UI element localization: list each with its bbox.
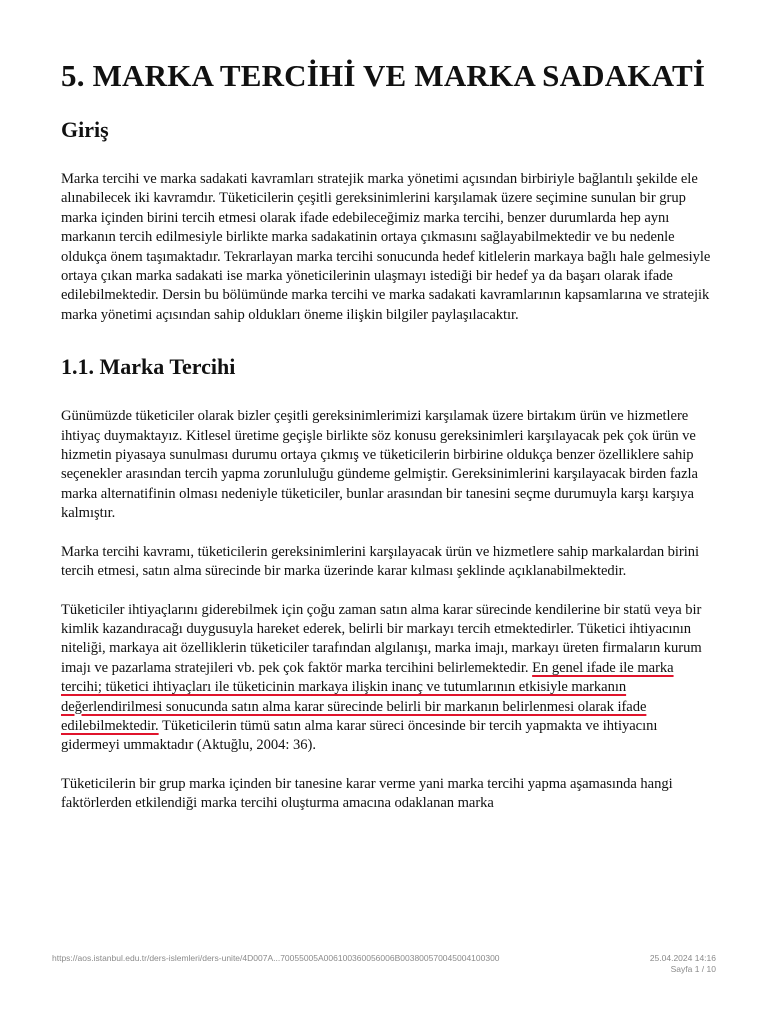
footer-meta bbox=[650, 953, 716, 975]
document-page bbox=[61, 58, 713, 814]
footer-datetime: 25.04.2024 14:16 bbox=[649, 953, 716, 963]
footer-url: https://aos.istanbul.edu.tr/ders-islemleri/ders-unite/4D007A...70055005A006100360056006B003800570045004100300 bbox=[52, 953, 500, 963]
paragraph-2: Marka tercihi kavramı, tüketicilerin gereksinimlerini karşılayacak ürün ve hizmetlere sahip markalardan birini tercih etmesi, satın alma sürecinde bir marka üzerinde karar kılması şeklinde açıklanabilmektedir. bbox=[61, 543, 699, 580]
paragraph-1: Günümüzde tüketiciler olarak bizler çeşitli gereksinimlerimizi karşılamak üzere birtakım ürün ve hizmetlere ihtiyaç duymaktayız. Kitlesel üretime geçişle birlikte söz konusu gereksinimleri karşılayacak pek çok ürün ve hizmetin piyasaya sunulması durumu ortaya çıkmış ve tüketicilerin birbirine oldukça benzer özelliklere sahip seçenekler arasından tercih yapma zorunluluğu gündeme gelmiştir. Gereksinimlerini karşılayacak birden fazla marka alternatifinin olması nedeniyle tüketiciler, bunlar arasından bir tanesini seçme durumuyla karşı karşıya kalmıştır. bbox=[61, 408, 698, 522]
intro-heading: Giriş bbox=[61, 117, 109, 142]
highlighted-definition: En genel ifade ile marka tercihi; tüketici ihtiyaçları ile tüketicinin markaya ilişkin inanç ve tutumlarının etkisiyle markanın değerlendirilmesi sonucunda satın alma karar sürecinde belirli bir markanın belirlenmesi olarak ifade edilebilmektedir. bbox=[61, 659, 674, 734]
intro-paragraph: Marka tercihi ve marka sadakati kavramları stratejik marka yönetimi açısından birbiriyle bağlantılı şekilde ele alınabilecek iki kavramdır. Tüketicilerin çeşitli gereksinimlerini karşılamak üzere seçimine sunulan bir grup marka içinden birini tercih etmesi olarak ifade edebileceğimiz marka tercihi, benzer durumlarda hep aynı markanın tercih edilmesiyle birlikte marka sadakatinin ortaya çıkmasını sağlayabilmektedir ve bu nedenle oldukça önem taşımaktadır. Tekrarlayan marka tercihi sonucunda hedef kitlelerin markaya bağlı hale gelmesiyle ortaya çıkan marka sadakati ise marka yöneticilerinin ulaşmayı istediği bir hedef ya da başarı olarak ifade edilebilmektedir. Dersin bu bölümünde marka tercihi ve marka sadakati kavramlarının kapsamlarına ve stratejik marka yönetimi açısından sahip oldukları öneme ilişkin bilgiler paylaşılacaktır. bbox=[61, 171, 711, 323]
section-heading: 1.1. Marka Tercihi bbox=[61, 354, 236, 380]
paragraph-3-start: Tüketiciler ihtiyaçlarını giderebilmek için çoğu zaman satın alma karar sürecinde kendilerine bir statü veya bir kimlik kazandıracağı duygusuyla hareket ederek, belirli bir markayı tercih etmektedirler. Tüketici ihtiyacının niteliği, markaya ait özelliklerin tüketiciler tarafından algılanışı, marka imajı, markayı üreten firmaların kurum imajı ve pazarlama stratejileri vb. pek çok faktör marka tercihini belirlemektedir. bbox=[61, 601, 702, 676]
footer-page-number: Sayfa 1 / 10 bbox=[670, 964, 716, 974]
paragraph-4: Tüketicilerin bir grup marka içinden bir tanesine karar verme yani marka tercihi yapma aşamasında hangi faktörlerden etkilendiği marka tercihi oluşturma amacına odaklanan marka bbox=[61, 775, 673, 812]
page-title: 5. MARKA TERCİHİ VE MARKA SADAKATİ bbox=[61, 58, 706, 93]
paragraph-3 bbox=[61, 601, 713, 756]
paragraph-3-end: Tüketicilerin tümü satın alma karar süreci öncesinde bir tercih yapmakta ve ihtiyacını gidermeyi ummaktadır (Aktuğlu, 2004: 36). bbox=[61, 717, 658, 754]
